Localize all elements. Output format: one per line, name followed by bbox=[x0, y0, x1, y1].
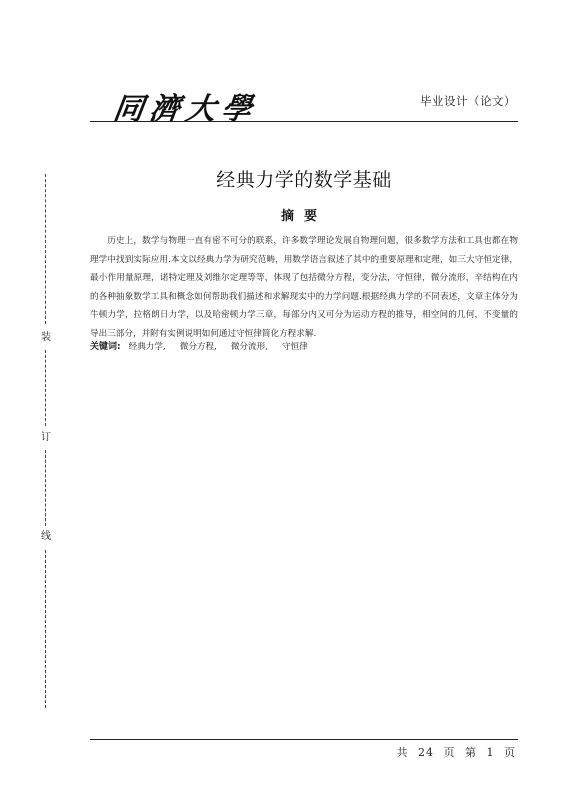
keywords-line bbox=[90, 339, 322, 352]
binding-line-lower bbox=[45, 450, 46, 526]
binding-char-xian: 线 bbox=[41, 531, 51, 542]
keyword-item: 经典力学, bbox=[128, 342, 166, 352]
keyword-item: 微分流形, bbox=[230, 342, 268, 352]
keywords-label: 关键词: bbox=[90, 342, 121, 352]
binding-char-ding: 订 bbox=[41, 432, 51, 443]
abstract-body: 历史上，数学与物理一直有密不可分的联系，许多数学理论发展自物理问题，很多数学方法和工具也都在物理学中找到实际应用.本文以经典力学为研究范畴，用数学语言叙述了其中的重要原理和定理，如三大守恒定律，最小作用量原理，诺特定理及刘维尔定理等等，体现了包括微分方程，变分法，守恒律，微分流形，辛结构在内的各种抽象数学工具和概念如何帮助我们描述和求解现实中的力学问题.根据经典力学的不同表述，文章主体分为牛顿力学，拉格朗日力学，以及哈密顿力学三章，每部分内又可分为运动方程的推导，相空间的几何，不变量的导出三部分，并附有实例说明如何通过守恒律简化方程求解. bbox=[90, 236, 518, 339]
keyword-item: 守恒律 bbox=[281, 342, 308, 352]
thesis-title: 经典力学的数学基础 bbox=[216, 169, 392, 191]
university-logo: 同濟大學 bbox=[111, 92, 260, 127]
page-number: 共 24 页 第 1 页 bbox=[396, 746, 516, 759]
document-type-label: 毕业设计（论文） bbox=[420, 94, 516, 108]
binding-line-upper bbox=[45, 350, 46, 426]
abstract-heading: 摘要 bbox=[280, 209, 327, 224]
binding-margin bbox=[34, 174, 58, 710]
binding-line-bottom bbox=[45, 550, 46, 708]
footer-divider bbox=[90, 739, 518, 740]
binding-char-zhuang: 装 bbox=[41, 332, 51, 343]
header-divider bbox=[90, 121, 518, 122]
binding-line-top bbox=[45, 174, 46, 324]
keyword-item: 微分方程, bbox=[179, 342, 217, 352]
